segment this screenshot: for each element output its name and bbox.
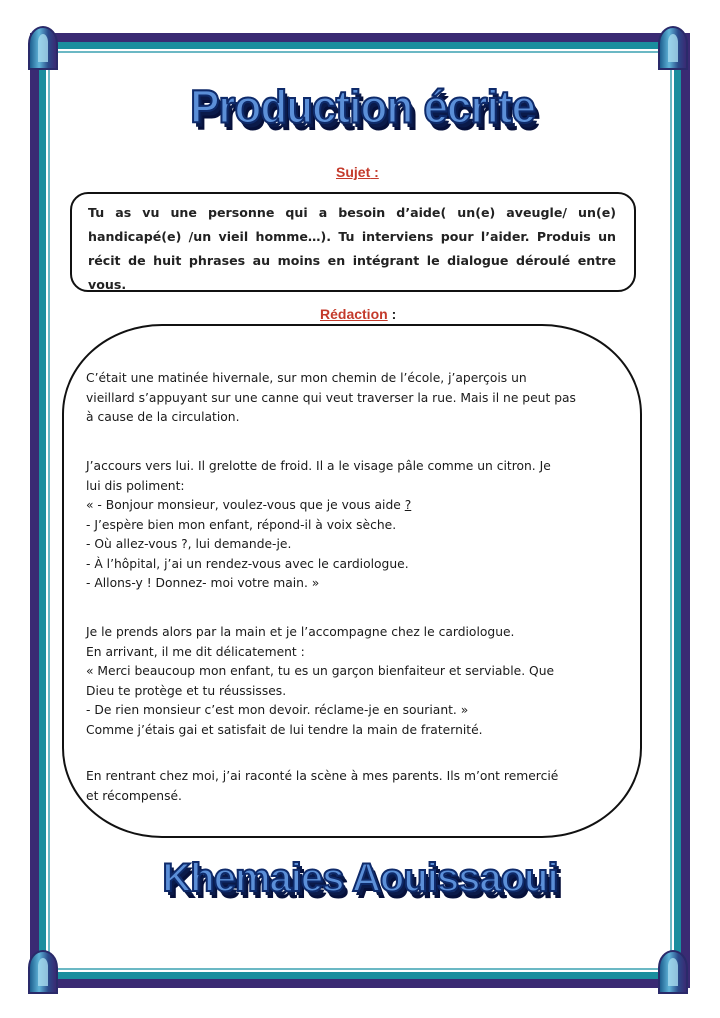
text-line: vieillard s’appuyant sur une canne qui veut traverser la rue. Mais il ne peut pas — [86, 390, 576, 405]
text-line: C’était une matinée hivernale, sur mon chemin de l’école, j’aperçois un — [86, 371, 527, 385]
dialogue-line: - J’espère bien mon enfant, répond-il à voix sèche. — [86, 517, 397, 532]
paragraph-2 — [86, 457, 632, 594]
dialogue-line: - À l’hôpital, j’ai un rendez-vous avec le cardiologue. — [86, 556, 409, 571]
text-line: En rentrant chez moi, j’ai raconté la scène à mes parents. Ils m’ont remercié — [86, 769, 559, 783]
text-line: lui dis poliment: — [86, 478, 185, 493]
dialogue-line: - Où allez-vous ?, lui demande-je. — [86, 537, 292, 551]
text-line: En arrivant, il me dit délicatement : — [86, 644, 305, 659]
dialogue-line: « Merci beaucoup mon enfant, tu es un garçon bienfaiteur et serviable. Que — [86, 664, 555, 678]
redaction-colon: : — [387, 306, 397, 322]
question-mark: ? — [404, 498, 412, 512]
dialogue-line — [86, 496, 632, 516]
paragraph-1 — [86, 369, 632, 428]
dialogue-text: « - Bonjour monsieur, voulez-vous que je vous aide — [86, 498, 405, 512]
page-title: Production écrite — [190, 81, 535, 134]
corner-ornament-top-left — [28, 26, 58, 70]
dialogue-line: - De rien monsieur c’est mon devoir. réclame-je en souriant. » — [86, 703, 469, 717]
paragraph-3 — [86, 623, 632, 740]
sujet-heading — [336, 164, 379, 180]
corner-ornament-bottom-right — [658, 950, 688, 994]
redaction-heading — [320, 306, 396, 322]
dialogue-line: - Allons-y ! Donnez- moi votre main. » — [86, 576, 320, 590]
corner-ornament-bottom-left — [28, 950, 58, 994]
text-line: et récompensé. — [86, 788, 182, 803]
text-line: à cause de la circulation. — [86, 410, 240, 424]
sujet-label: Sujet — [336, 164, 371, 180]
text-line: Comme j’étais gai et satisfait de lui tendre la main de fraternité. — [86, 722, 483, 737]
corner-ornament-top-right — [658, 26, 688, 70]
paragraph-4 — [86, 767, 632, 806]
text-line: J’accours vers lui. Il grelotte de froid. Il a le visage pâle comme un citron. Je — [86, 459, 551, 473]
author-signature: Khemaies Aouissaoui — [162, 856, 558, 900]
sujet-colon: : — [370, 164, 379, 180]
redaction-label: Rédaction — [320, 306, 388, 322]
text-line: Je le prends alors par la main et je l’accompagne chez le cardiologue. — [86, 625, 515, 639]
sujet-box: Tu as vu une personne qui a besoin d’aide( un(e) aveugle/ un(e) handicapé(e) /un vieil homme…). Tu interviens pour l’aider. Produis un récit de huit phrases au moins en intégrant le dialogue déroulé entre vous. — [70, 192, 636, 292]
dialogue-line: Dieu te protège et tu réussisses. — [86, 683, 287, 698]
